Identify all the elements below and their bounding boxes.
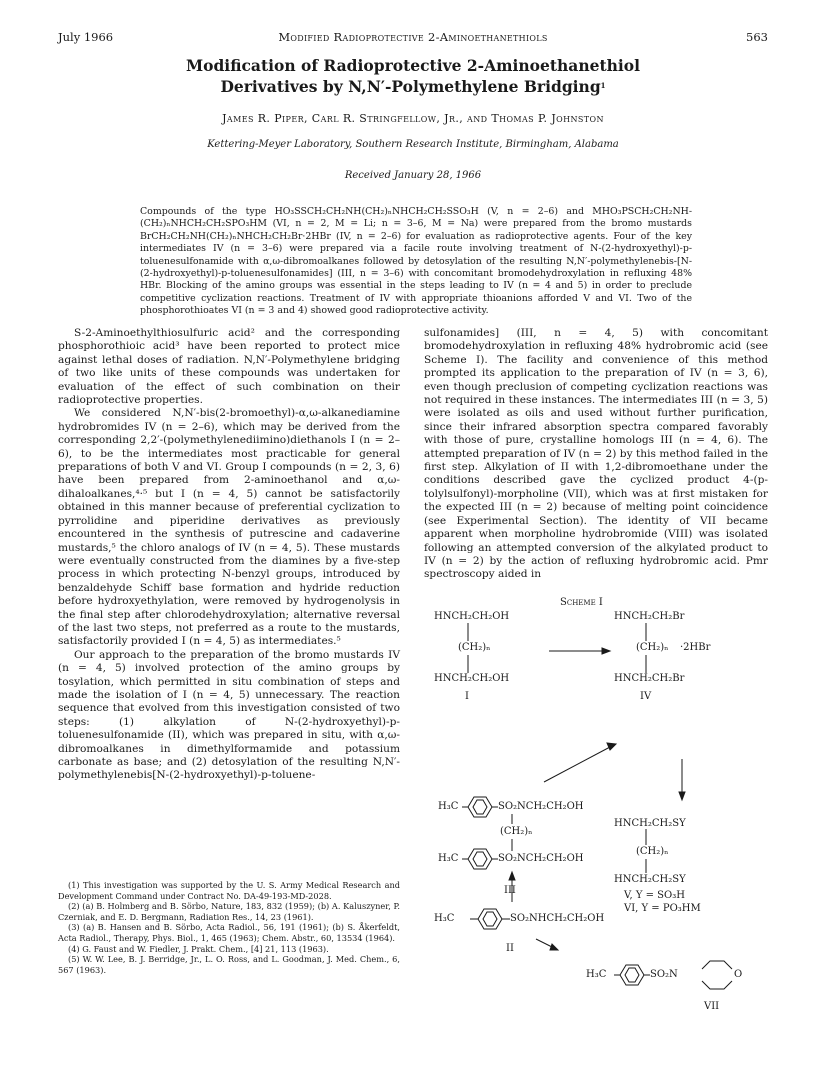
compound-III-top: SO₂NCH₂CH₂OH <box>498 801 584 812</box>
compound-IV-label: IV <box>640 691 652 702</box>
compound-VVI-mid: (CH₂)ₙ <box>636 846 669 857</box>
body-column-left <box>58 327 400 783</box>
body-paragraph: We considered N,N′-bis(2-bromoethyl)-α,ω-alkanediamine hydrobromides IV (n = 2–6), which may be derived from the corresponding 2,2′-(polymethylenediimino)diethanols I (n = 2–6), to be the intermediates most practicable for general preparations of both V and VI. Group I compounds (n = 2, 3, 6) have been prepared from 2-aminoethanol and α,ω-dihaloalkanes,⁴·⁵ but I (n = 4, 5) cannot be satisfactorily obtained in this manner because of preferential cyclization to pyrrolidine and piperidine derivatives as previously encountered in the synthesis of putrescine and cadaverine mustards,⁵ the chloro analogs of IV (n = 4, 5). These mustards were eventually constructed from the diamines by a five-step process in which protecting N-benzyl groups, introduced by benzaldehyde Schiff base formation and hydride reduction before hydroxyethylation, were removed by hydrogenolysis in the final step after chlorodehydroxylation; alternative reversal of the last two steps, not preferred as a route to the mustards, satisfactorily provided I (n = 4, 5) as intermediates.⁵ <box>58 407 400 648</box>
compound-III-label: III <box>504 885 516 896</box>
body-column-right <box>424 327 768 582</box>
header-journal-title: Modified Radioprotective 2-Aminoethanethiols <box>278 30 548 44</box>
header-date: July 1966 <box>58 30 114 44</box>
body-paragraph: Our approach to the preparation of the bromo mustards IV (n = 4, 5) involved protection of the amino groups by tosylation, which permitted in situ combination of steps and made the isolation of I (n = 4, 5) unnecessary. The reaction sequence that evolved from this investigation consisted of two steps: (1) alkylation of N-(2-hydroxyethyl)-p-toluenesulfonamide (II), which was prepared in situ, with α,ω-dibromoalkanes in dimethylformamide and potassium carbonate as base; and (2) detosylation of the resulting N,N′-polymethylenebis[N-(2-hydroxyethyl)-p-toluene- <box>58 648 400 782</box>
body-paragraph: S-2-Aminoethylthiosulfuric acid² and the corresponding phosphorothioic acid³ have been reported to protect mice against lethal doses of radiation. N,N′-Polymethylene bridging of two like units of these compounds was undertaken for evaluation of the effect of such combination on their radioprotective properties. <box>58 327 400 407</box>
affiliation: Kettering-Meyer Laboratory, Southern Research Institute, Birmingham, Alabama <box>207 139 619 150</box>
scheme-1 <box>424 597 768 1047</box>
compound-I-mid: (CH₂)ₙ <box>458 642 491 653</box>
header-page-number: 563 <box>746 30 768 44</box>
compound-I-top: HNCH₂CH₂OH <box>434 611 510 622</box>
compound-I-bot: HNCH₂CH₂OH <box>434 673 510 684</box>
footnote: (5) W. W. Lee, B. J. Berridge, Jr., L. O. Ross, and L. Goodman, J. Med. Chem., 6, 567 (1963). <box>58 954 400 975</box>
authors: James R. Piper, Carl R. Stringfellow, Jr., and Thomas P. Johnston <box>222 112 604 125</box>
footnote: (4) G. Faust and W. Fiedler, J. Prakt. Chem., [4] 21, 113 (1963). <box>68 943 329 954</box>
compound-II-label: II <box>506 943 514 954</box>
compound-I-label: I <box>465 691 469 702</box>
benzene-ring-inner <box>483 912 497 926</box>
compound-IV-salt: ·2HBr <box>680 642 711 653</box>
arrow-head <box>550 944 558 950</box>
footnote: (2) (a) B. Holmberg and B. Sörbo, Nature, 183, 832 (1959); (b) A. Kaluszyner, P. Czerniak, and E. D. Bergmann, Radiation Res., 14, 23 (1961). <box>58 901 400 922</box>
title-line-1: Modification of Radioprotective 2-Aminoethanethiol <box>185 56 641 75</box>
compound-III-mid: (CH₂)ₙ <box>500 826 533 837</box>
title-line-2 <box>60 76 766 97</box>
arrow-head <box>509 872 515 880</box>
morpholine-ring-bottom <box>702 981 732 989</box>
compound-VVI-bot: HNCH₂CH₂SY <box>614 874 686 885</box>
scheme-title: Scheme I <box>560 597 603 608</box>
compound-IV-top: HNCH₂CH₂Br <box>614 611 685 622</box>
compound-VVI-top: HNCH₂CH₂SY <box>614 818 686 829</box>
compound-II-ch3: H₃C <box>434 913 455 924</box>
benzene-ring-inner <box>625 968 639 982</box>
running-head <box>58 30 768 46</box>
title-line-2-text: Derivatives by N,N′-Polymethylene Bridging <box>220 77 601 96</box>
abstract: Compounds of the type HO₃SSCH₂CH₂NH(CH₂)ₙNHCH₂CH₂SSO₃H (V, n = 2–6) and MHO₃PSCH₂CH₂NH-(CH₂)ₙNHCH₂CH₂SPO₃HM (VI, n = 2, M = Li; n = 3–6, M = Na) were prepared from the bromo mustards BrCH₂CH₂NH(CH₂)ₙNHCH₂CH₂Br·2HBr (IV, n = 2–6) for evaluation as radioprotective agents. Four of the key intermediates IV (n = 3–6) were prepared via a facile route involving treatment of N-(2-hydroxyethyl)-p-toluenesulfonamide with α,ω-dibromoalkanes followed by detosylation of the resulting N,N′-polymethylenebis-[N-(2-hydroxyethyl)-p-toluenesulfonamides] (III, n = 3–6) with concomitant bromodehydroxylation in refluxing 48% HBr. Blocking of the amino groups was essential in the steps leading to IV (n = 4 and 5) in order to preclude competitive cyclization reactions. Treatment of IV with appropriate thioanions afforded V and VI. Two of the phosphorothioates VI (n = 3 and 4) showed good radioprotective activity. <box>140 206 692 317</box>
article-title <box>60 56 766 97</box>
compound-III-ch3-bot: H₃C <box>438 853 459 864</box>
compound-V-label: V, Y = SO₃H <box>624 890 685 901</box>
compound-VII-label: VII <box>704 1001 720 1012</box>
footnote: (3) (a) B. Hansen and B. Sörbo, Acta Radiol., 56, 191 (1961); (b) S. Åkerfeldt, Acta Radiol., Therapy, Phys. Biol., 1, 465 (1963); Chem. Abstr., 60, 13534 (1964). <box>58 922 400 943</box>
footnotes <box>58 880 400 975</box>
footnote: (1) This investigation was supported by the U. S. Army Medical Research and Development Command under Contract No. DA-49-193-MD-2028. <box>58 880 400 901</box>
compound-IV-bot: HNCH₂CH₂Br <box>614 673 685 684</box>
morpholine-ring-top <box>702 961 732 969</box>
benzene-ring-inner <box>473 800 487 814</box>
received-date: Received January 28, 1966 <box>344 170 482 181</box>
compound-IV-mid: (CH₂)ₙ <box>636 642 669 653</box>
compound-II-group: SO₂NHCH₂CH₂OH <box>510 913 605 924</box>
compound-VII-group: SO₂N <box>650 969 678 980</box>
reaction-arrow <box>544 747 610 782</box>
compound-VII-ch3: H₃C <box>586 969 607 980</box>
compound-VI-label: VI, Y = PO₃HM <box>624 903 701 914</box>
compound-VII-oxygen: O <box>734 969 743 980</box>
body-paragraph: sulfonamides] (III, n = 4, 5) with concomitant bromodehydroxylation in refluxing 48% hydrobromic acid (see Scheme I). The facility and convenience of this method prompted its application to the preparation of IV (n = 3, 6), even though preclusion of competing cyclization reactions was not required in these instances. The intermediates III (n = 3, 5) were isolated as oils and used without further purification, since their infrared absorption spectra compared favorably with those of pure, crystalline homologs III (n = 4, 6). The attempted preparation of IV (n = 2) by this method failed in the first step. Alkylation of II with 1,2-dibromoethane under the conditions described gave the cyclized product 4-(p-tolylsulfonyl)-morpholine (VII), which was at first mistaken for the expected III (n = 2) because of melting point coincidence (see Experimental Section). The identity of VII became apparent when morpholine hydrobromide (VIII) was isolated following an attempted conversion of the alkylated product to IV (n = 2) by the action of refluxing hydrobromic acid. Pmr spectroscopy aided in <box>424 327 768 581</box>
compound-III-ch3-top: H₃C <box>438 801 459 812</box>
arrow-head <box>679 792 685 800</box>
arrow-head <box>602 648 610 654</box>
compound-III-bot: SO₂NCH₂CH₂OH <box>498 853 584 864</box>
title-footnote-marker: 1 <box>600 81 606 90</box>
benzene-ring-inner <box>473 852 487 866</box>
arrow-head <box>607 743 616 750</box>
reaction-arrow <box>536 939 552 947</box>
